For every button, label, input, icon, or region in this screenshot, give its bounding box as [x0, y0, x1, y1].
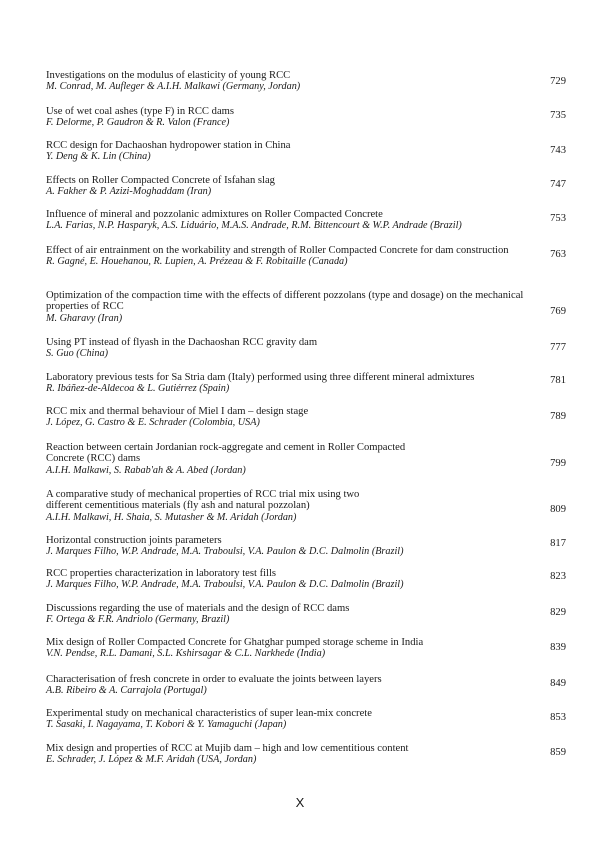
entry-authors: R. Ibáñez-de-Aldecoa & L. Gutiérrez (Spain): [46, 383, 230, 395]
entry-page-number: 747: [550, 179, 566, 190]
entry-title: Laboratory previous tests for Sa Stria dam (Italy) performed using three different mineral admixtures: [46, 372, 475, 383]
entry-authors: F. Ortega & F.R. Andriolo (Germany, Brazil): [46, 614, 230, 626]
toc-entry: [46, 489, 566, 523]
entry-page-number: 729: [550, 76, 566, 87]
toc-entry: [46, 637, 566, 660]
entry-authors: M. Gharavy (Iran): [46, 312, 123, 324]
toc-entry: [46, 209, 566, 232]
entry-title: Using PT instead of flyash in the Dachaoshan RCC gravity dam: [46, 337, 318, 348]
entry-authors: F. Delorme, P. Gaudron & R. Valon (France): [46, 117, 230, 129]
toc-entry: [46, 70, 566, 93]
entry-title: Discussions regarding the use of materials and the design of RCC dams: [46, 603, 350, 614]
entry-page-number: 735: [550, 110, 566, 121]
toc-entry: [46, 674, 566, 697]
toc-entry: [46, 535, 566, 558]
entry-authors: J. Marques Filho, W.P. Andrade, M.A. Traboulsi, V.A. Paulon & D.C. Dalmolin (Brazil): [46, 579, 404, 591]
entry-page-number: 853: [550, 712, 566, 723]
entry-page-number: 799: [550, 458, 566, 469]
entry-page-number: 777: [550, 342, 566, 353]
entry-authors: J. López, G. Castro & E. Schrader (Colombia, USA): [46, 417, 260, 429]
entry-page-number: 789: [550, 411, 566, 422]
entry-title: RCC design for Dachaoshan hydropower station in China: [46, 140, 291, 151]
toc-entry: [46, 743, 566, 766]
toc-entry: [46, 442, 566, 476]
entry-page-number: 829: [550, 607, 566, 618]
entry-authors: A.B. Ribeiro & A. Carrajola (Portugal): [46, 685, 207, 697]
toc-entry: [46, 708, 566, 731]
toc-entry: [46, 406, 566, 429]
entry-page-number: 809: [550, 504, 566, 515]
entry-authors: S. Guo (China): [46, 348, 108, 360]
toc-entry: [46, 568, 566, 591]
entry-page-number: 769: [550, 306, 566, 317]
entry-title: Mix design of Roller Compacted Concrete for Ghatghar pumped storage scheme in India: [46, 637, 424, 648]
entry-page-number: 763: [550, 249, 566, 260]
entry-title: Effect of air entrainment on the workability and strength of Roller Compacted Concrete for dam construction: [46, 245, 509, 256]
toc-entry: [46, 175, 566, 198]
toc-entry: [46, 245, 566, 268]
entry-page-number: 781: [550, 375, 566, 386]
entry-authors: M. Conrad, M. Aufleger & A.I.H. Malkawi (Germany, Jordan): [46, 81, 301, 93]
entry-authors: A. Fakher & P. Azizi-Moghaddam (Iran): [46, 186, 212, 198]
toc-entry: [46, 290, 566, 324]
entry-title: Reaction between certain Jordanian rock-aggregate and cement in Roller Compacted Concrete (RCC) dams: [46, 442, 406, 465]
entry-authors: T. Sasaki, I. Nagayama, T. Kobori & Y. Yamaguchi (Japan): [46, 719, 287, 731]
entry-page-number: 839: [550, 642, 566, 653]
entry-title: Horizontal construction joints parameters: [46, 535, 222, 546]
entry-authors: E. Schrader, J. López & M.F. Aridah (USA, Jordan): [46, 754, 257, 766]
toc-entry: [46, 372, 566, 395]
entry-authors: R. Gagné, E. Houehanou, R. Lupien, A. Prézeau & F. Robitaille (Canada): [46, 256, 348, 268]
entry-authors: Y. Deng & K. Lin (China): [46, 151, 151, 163]
entry-page-number: 817: [550, 538, 566, 549]
entry-title: Mix design and properties of RCC at Mujib dam – high and low cementitious content: [46, 743, 409, 754]
entry-page-number: 859: [550, 747, 566, 758]
entry-authors: A.I.H. Malkawi, S. Rabab'ah & A. Abed (Jordan): [46, 464, 246, 476]
entry-title: Characterisation of fresh concrete in order to evaluate the joints between layers: [46, 674, 382, 685]
entry-title: RCC properties characterization in laboratory test fills: [46, 568, 277, 579]
entry-page-number: 849: [550, 678, 566, 689]
entry-authors: L.A. Farias, N.P. Hasparyk, A.S. Liduário, M.A.S. Andrade, R.M. Bittencourt & W.P. Andrade (Brazil): [46, 220, 462, 232]
entry-page-number: 753: [550, 213, 566, 224]
entry-authors: J. Marques Filho, W.P. Andrade, M.A. Traboulsi, V.A. Paulon & D.C. Dalmolin (Brazil): [46, 546, 404, 558]
entry-title: Experimental study on mechanical characteristics of super lean-mix concrete: [46, 708, 372, 719]
toc-entry: [46, 140, 566, 163]
entry-title: A comparative study of mechanical properties of RCC trial mix using two different cementitious materials (fly ash and natural pozzolan): [46, 489, 360, 512]
entry-title: Use of wet coal ashes (type F) in RCC dams: [46, 106, 235, 117]
toc-entry: [46, 106, 566, 129]
toc-entry: [46, 337, 566, 360]
entry-title: Investigations on the modulus of elasticity of young RCC: [46, 70, 291, 81]
toc-entry: [46, 603, 566, 626]
entry-title: RCC mix and thermal behaviour of Miel I dam – design stage: [46, 406, 309, 417]
entry-title: Optimization of the compaction time with the effects of different pozzolans (type and dosage) on the mechanical properties of RCC: [46, 290, 524, 313]
entry-page-number: 823: [550, 571, 566, 582]
entry-authors: V.N. Pendse, R.L. Damani, S.L. Kshirsagar & C.L. Narkhede (India): [46, 648, 326, 660]
entry-title: Effects on Roller Compacted Concrete of Isfahan slag: [46, 175, 275, 186]
entry-authors: A.I.H. Malkawi, H. Shaia, S. Mutasher & M. Aridah (Jordan): [46, 511, 297, 523]
page-footer-numeral: X: [295, 795, 305, 810]
entry-title: Influence of mineral and pozzolanic admixtures on Roller Compacted Concrete: [46, 209, 383, 220]
entry-page-number: 743: [550, 145, 566, 156]
